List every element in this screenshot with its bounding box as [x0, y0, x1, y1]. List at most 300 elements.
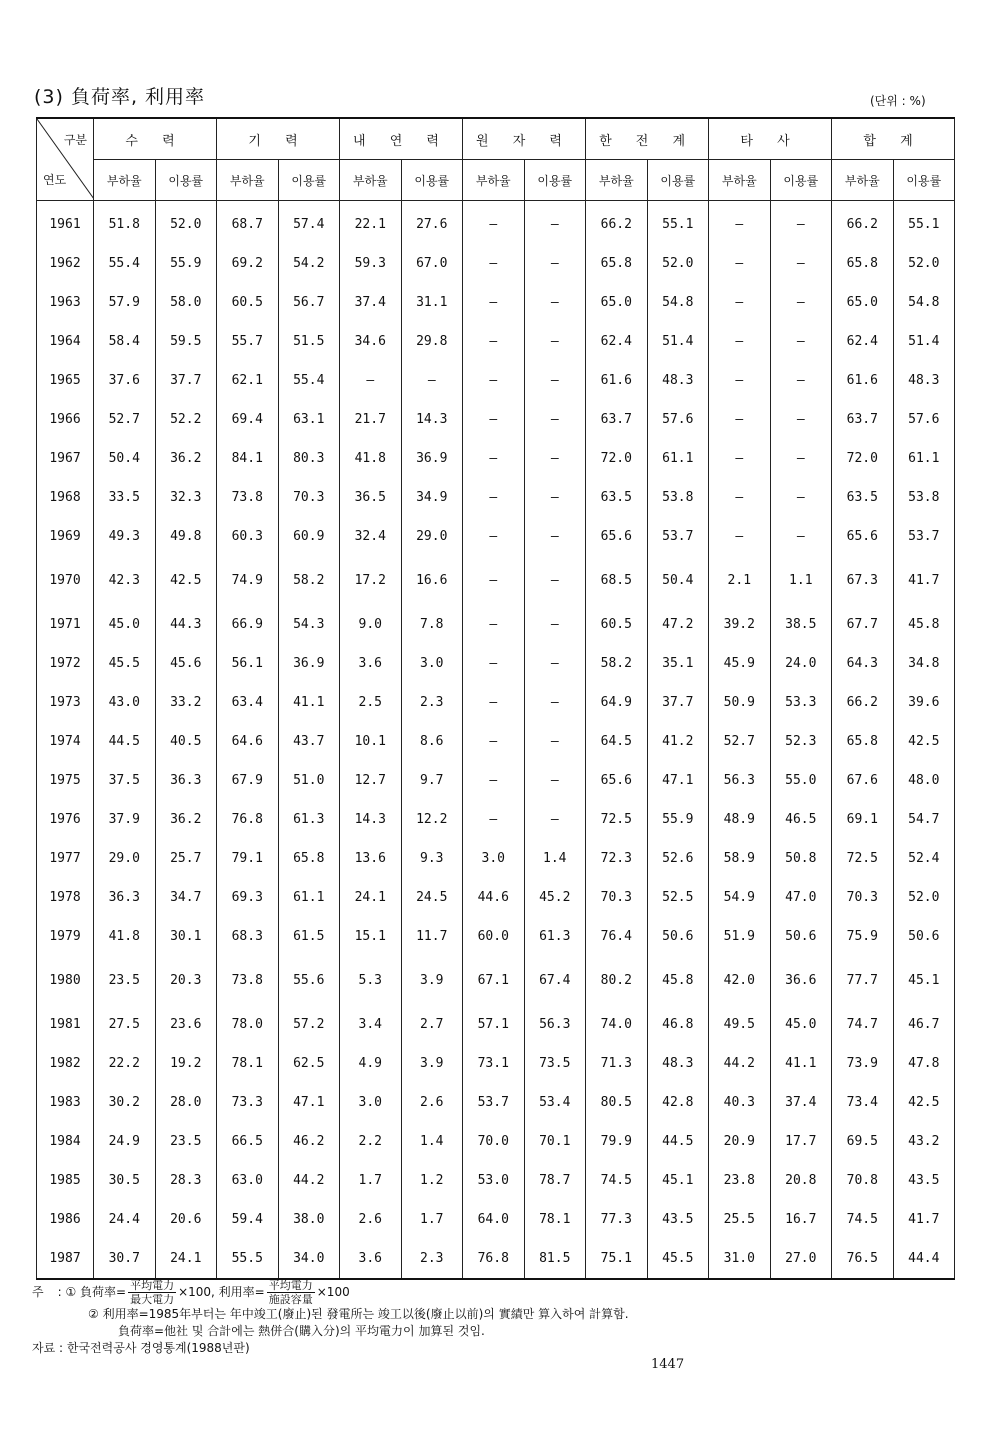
value-cell: 70.3 [832, 878, 894, 917]
value-cell: 51.4 [647, 322, 709, 361]
value-cell: 22.2 [94, 1044, 156, 1083]
value-cell: 24.9 [94, 1122, 156, 1161]
value-cell: 3.9 [401, 1044, 463, 1083]
fraction-denominator: 最大電力 [130, 1293, 175, 1306]
value-cell: 67.7 [832, 605, 894, 644]
value-cell: 41.7 [893, 556, 955, 605]
value-cell: 62.1 [217, 361, 279, 400]
table-row [37, 1239, 955, 1279]
value-cell: 55.9 [647, 800, 709, 839]
table-row [37, 556, 955, 605]
year-cell: 1965 [37, 361, 94, 400]
year-cell: 1962 [37, 244, 94, 283]
value-cell: 48.3 [893, 361, 955, 400]
value-cell: 65.6 [586, 517, 648, 556]
value-cell: 45.0 [770, 1005, 832, 1044]
value-cell: — [770, 322, 832, 361]
value-cell: — [463, 400, 525, 439]
table-row [37, 283, 955, 322]
value-cell: 52.6 [647, 839, 709, 878]
subheader-load-rate: 부하율 [709, 160, 771, 201]
value-cell: 60.3 [217, 517, 279, 556]
value-cell: 66.2 [832, 201, 894, 245]
value-cell: — [524, 201, 586, 245]
value-cell: 61.1 [278, 878, 340, 917]
value-cell: 50.8 [770, 839, 832, 878]
value-cell: 77.3 [586, 1200, 648, 1239]
year-cell: 1969 [37, 517, 94, 556]
value-cell: 4.9 [340, 1044, 402, 1083]
value-cell: 70.3 [586, 878, 648, 917]
value-cell: 57.1 [463, 1005, 525, 1044]
value-cell: 1.4 [524, 839, 586, 878]
value-cell: 72.0 [832, 439, 894, 478]
table-row [37, 878, 955, 917]
value-cell: 55.9 [155, 244, 217, 283]
value-cell: 32.3 [155, 478, 217, 517]
value-cell: 52.3 [770, 722, 832, 761]
value-cell: 61.6 [832, 361, 894, 400]
value-cell: 61.1 [893, 439, 955, 478]
value-cell: 1.4 [401, 1122, 463, 1161]
value-cell: 34.8 [893, 644, 955, 683]
value-cell: 63.5 [832, 478, 894, 517]
value-cell: 55.0 [770, 761, 832, 800]
value-cell: 66.9 [217, 605, 279, 644]
value-cell: 49.3 [94, 517, 156, 556]
value-cell: — [524, 556, 586, 605]
value-cell: 48.0 [893, 761, 955, 800]
value-cell: 36.5 [340, 478, 402, 517]
value-cell: 37.4 [340, 283, 402, 322]
value-cell: 42.0 [709, 956, 771, 1005]
value-cell: 68.5 [586, 556, 648, 605]
value-cell: 14.3 [340, 800, 402, 839]
value-cell: — [463, 644, 525, 683]
value-cell: 48.3 [647, 1044, 709, 1083]
value-cell: 50.4 [94, 439, 156, 478]
value-cell: 57.6 [647, 400, 709, 439]
value-cell: 31.0 [709, 1239, 771, 1279]
value-cell: 36.2 [155, 439, 217, 478]
value-cell: 47.8 [893, 1044, 955, 1083]
value-cell: 64.6 [217, 722, 279, 761]
value-cell: — [770, 283, 832, 322]
value-cell: — [709, 283, 771, 322]
value-cell: 72.3 [586, 839, 648, 878]
value-cell: — [770, 400, 832, 439]
value-cell: 46.8 [647, 1005, 709, 1044]
table-row [37, 361, 955, 400]
value-cell: 55.5 [217, 1239, 279, 1279]
value-cell: 76.8 [463, 1239, 525, 1279]
value-cell: 2.6 [340, 1200, 402, 1239]
value-cell: 12.2 [401, 800, 463, 839]
value-cell: 52.0 [893, 244, 955, 283]
year-cell: 1974 [37, 722, 94, 761]
year-cell: 1967 [37, 439, 94, 478]
value-cell: 23.6 [155, 1005, 217, 1044]
value-cell: — [524, 800, 586, 839]
value-cell: 43.5 [893, 1161, 955, 1200]
value-cell: 73.1 [463, 1044, 525, 1083]
value-cell: 37.9 [94, 800, 156, 839]
value-cell: 24.1 [340, 878, 402, 917]
value-cell: 27.6 [401, 201, 463, 245]
value-cell: 54.7 [893, 800, 955, 839]
value-cell: 62.5 [278, 1044, 340, 1083]
value-cell: 57.2 [278, 1005, 340, 1044]
value-cell: 49.8 [155, 517, 217, 556]
value-cell: 74.5 [586, 1161, 648, 1200]
value-cell: 58.0 [155, 283, 217, 322]
value-cell: 73.9 [832, 1044, 894, 1083]
value-cell: 3.4 [340, 1005, 402, 1044]
value-cell: 44.2 [709, 1044, 771, 1083]
value-cell: 45.2 [524, 878, 586, 917]
value-cell: 27.5 [94, 1005, 156, 1044]
value-cell: 66.2 [832, 683, 894, 722]
value-cell: 34.0 [278, 1239, 340, 1279]
value-cell: 70.8 [832, 1161, 894, 1200]
value-cell: 35.1 [647, 644, 709, 683]
value-cell: 9.7 [401, 761, 463, 800]
value-cell: 53.0 [463, 1161, 525, 1200]
value-cell: 2.3 [401, 1239, 463, 1279]
value-cell: 31.1 [401, 283, 463, 322]
value-cell: 34.7 [155, 878, 217, 917]
value-cell: 63.4 [217, 683, 279, 722]
table-title: (3) 負荷率, 利用率 [34, 86, 206, 108]
value-cell: 23.8 [709, 1161, 771, 1200]
value-cell: 71.3 [586, 1044, 648, 1083]
value-cell: 72.5 [586, 800, 648, 839]
value-cell: 76.5 [832, 1239, 894, 1279]
value-cell: 65.0 [832, 283, 894, 322]
value-cell: 69.5 [832, 1122, 894, 1161]
value-cell: 45.0 [94, 605, 156, 644]
value-cell: 61.3 [524, 917, 586, 956]
value-cell: 76.8 [217, 800, 279, 839]
value-cell: 37.4 [770, 1083, 832, 1122]
subheader-utilization-rate: 이용률 [155, 160, 217, 201]
corner-cell [37, 118, 94, 201]
value-cell: 23.5 [94, 956, 156, 1005]
value-cell: — [463, 322, 525, 361]
value-cell: 53.4 [524, 1083, 586, 1122]
value-cell: 20.3 [155, 956, 217, 1005]
value-cell: 28.0 [155, 1083, 217, 1122]
value-cell: 46.7 [893, 1005, 955, 1044]
year-cell: 1966 [37, 400, 94, 439]
value-cell: 73.5 [524, 1044, 586, 1083]
value-cell: 44.4 [893, 1239, 955, 1279]
value-cell: 41.7 [893, 1200, 955, 1239]
value-cell: 60.9 [278, 517, 340, 556]
value-cell: 20.6 [155, 1200, 217, 1239]
value-cell: 34.6 [340, 322, 402, 361]
value-cell: 41.8 [94, 917, 156, 956]
value-cell: 29.0 [401, 517, 463, 556]
value-cell: 67.0 [401, 244, 463, 283]
value-cell: 50.6 [893, 917, 955, 956]
value-cell: 12.7 [340, 761, 402, 800]
value-cell: 70.0 [463, 1122, 525, 1161]
value-cell: 58.2 [278, 556, 340, 605]
value-cell: 56.7 [278, 283, 340, 322]
value-cell: 45.5 [94, 644, 156, 683]
value-cell: — [524, 361, 586, 400]
value-cell: 72.5 [832, 839, 894, 878]
group-header-grand-total: 합 계 [832, 118, 955, 160]
note-1-middle: ×100, 利用率= [178, 1285, 265, 1299]
value-cell: 51.5 [278, 322, 340, 361]
value-cell: 47.1 [278, 1083, 340, 1122]
value-cell: — [524, 244, 586, 283]
value-cell: 63.5 [586, 478, 648, 517]
value-cell: 57.4 [278, 201, 340, 245]
value-cell: 69.3 [217, 878, 279, 917]
value-cell: 41.1 [278, 683, 340, 722]
value-cell: 38.0 [278, 1200, 340, 1239]
value-cell: — [709, 201, 771, 245]
table-body [37, 201, 955, 1280]
value-cell: 42.5 [893, 722, 955, 761]
value-cell: 55.1 [893, 201, 955, 245]
source-note: 자료 : 한국전력공사 경영통계(1988년판) [32, 1341, 250, 1355]
value-cell: 59.3 [340, 244, 402, 283]
value-cell: 62.4 [832, 322, 894, 361]
value-cell: 50.9 [709, 683, 771, 722]
value-cell: — [709, 244, 771, 283]
value-cell: 66.5 [217, 1122, 279, 1161]
value-cell: 14.3 [401, 400, 463, 439]
value-cell: 67.3 [832, 556, 894, 605]
value-cell: 65.8 [278, 839, 340, 878]
value-cell: 47.1 [647, 761, 709, 800]
year-cell: 1987 [37, 1239, 94, 1279]
value-cell: 20.9 [709, 1122, 771, 1161]
value-cell: 56.1 [217, 644, 279, 683]
value-cell: 52.4 [893, 839, 955, 878]
value-cell: 41.2 [647, 722, 709, 761]
value-cell: 24.5 [401, 878, 463, 917]
value-cell: 2.7 [401, 1005, 463, 1044]
value-cell: 2.6 [401, 1083, 463, 1122]
value-cell: 30.2 [94, 1083, 156, 1122]
value-cell: 64.0 [463, 1200, 525, 1239]
value-cell: — [770, 478, 832, 517]
value-cell: 30.1 [155, 917, 217, 956]
value-cell: 79.9 [586, 1122, 648, 1161]
value-cell: 69.4 [217, 400, 279, 439]
value-cell: 3.9 [401, 956, 463, 1005]
year-cell: 1982 [37, 1044, 94, 1083]
value-cell: 13.6 [340, 839, 402, 878]
value-cell: 57.6 [893, 400, 955, 439]
value-cell: 3.6 [340, 1239, 402, 1279]
value-cell: 55.4 [94, 244, 156, 283]
value-cell: 61.3 [278, 800, 340, 839]
value-cell: 53.7 [647, 517, 709, 556]
year-cell: 1986 [37, 1200, 94, 1239]
value-cell: 74.0 [586, 1005, 648, 1044]
value-cell: — [463, 439, 525, 478]
value-cell: 52.0 [155, 201, 217, 245]
value-cell: 49.5 [709, 1005, 771, 1044]
value-cell: 43.7 [278, 722, 340, 761]
value-cell: — [524, 605, 586, 644]
value-cell: — [524, 439, 586, 478]
value-cell: 54.9 [709, 878, 771, 917]
value-cell: 60.5 [217, 283, 279, 322]
year-cell: 1963 [37, 283, 94, 322]
value-cell: 50.6 [770, 917, 832, 956]
value-cell: 3.0 [463, 839, 525, 878]
value-cell: — [709, 361, 771, 400]
value-cell: 48.3 [647, 361, 709, 400]
year-cell: 1975 [37, 761, 94, 800]
value-cell: 73.8 [217, 478, 279, 517]
table-row [37, 800, 955, 839]
value-cell: 41.1 [770, 1044, 832, 1083]
value-cell: 45.5 [647, 1239, 709, 1279]
value-cell: 36.9 [401, 439, 463, 478]
value-cell: — [524, 400, 586, 439]
value-cell: 63.7 [832, 400, 894, 439]
subheader-utilization-rate: 이용률 [647, 160, 709, 201]
value-cell: — [463, 761, 525, 800]
value-cell: 78.1 [217, 1044, 279, 1083]
value-cell: 63.0 [217, 1161, 279, 1200]
value-cell: 64.9 [586, 683, 648, 722]
value-cell: 25.5 [709, 1200, 771, 1239]
value-cell: 50.4 [647, 556, 709, 605]
table-row [37, 1005, 955, 1044]
value-cell: — [709, 478, 771, 517]
value-cell: 47.2 [647, 605, 709, 644]
value-cell: 55.4 [278, 361, 340, 400]
year-cell: 1976 [37, 800, 94, 839]
value-cell: 44.3 [155, 605, 217, 644]
value-cell: — [463, 800, 525, 839]
table-row [37, 605, 955, 644]
value-cell: 9.0 [340, 605, 402, 644]
value-cell: 28.3 [155, 1161, 217, 1200]
value-cell: — [770, 201, 832, 245]
value-cell: — [524, 517, 586, 556]
value-cell: — [524, 283, 586, 322]
table-row [37, 478, 955, 517]
year-cell: 1979 [37, 917, 94, 956]
value-cell: 1.7 [401, 1200, 463, 1239]
value-cell: 58.2 [586, 644, 648, 683]
table-row [37, 1044, 955, 1083]
value-cell: 44.6 [463, 878, 525, 917]
value-cell: 55.6 [278, 956, 340, 1005]
note-3: 負荷率=他社 및 合計에는 熱併合(購入分)의 平均電力이 加算된 것임. [118, 1324, 485, 1338]
table-row [37, 439, 955, 478]
subheader-load-rate: 부하율 [94, 160, 156, 201]
value-cell: 65.0 [586, 283, 648, 322]
value-cell: 27.0 [770, 1239, 832, 1279]
value-cell: 42.5 [155, 556, 217, 605]
value-cell: — [463, 478, 525, 517]
value-cell: 51.8 [94, 201, 156, 245]
value-cell: 60.5 [586, 605, 648, 644]
year-cell: 1961 [37, 201, 94, 245]
value-cell: 65.8 [832, 722, 894, 761]
value-cell: 43.2 [893, 1122, 955, 1161]
value-cell: 43.5 [647, 1200, 709, 1239]
fraction-numerator: 平均電力 [268, 1279, 313, 1292]
value-cell: — [709, 517, 771, 556]
value-cell: 58.4 [94, 322, 156, 361]
value-cell: — [463, 605, 525, 644]
value-cell: 33.5 [94, 478, 156, 517]
value-cell: — [709, 439, 771, 478]
value-cell: — [463, 244, 525, 283]
load-utilization-table [36, 117, 955, 1280]
value-cell: 37.6 [94, 361, 156, 400]
value-cell: 74.9 [217, 556, 279, 605]
value-cell: — [524, 722, 586, 761]
value-cell: 36.3 [155, 761, 217, 800]
value-cell: 11.7 [401, 917, 463, 956]
subheader-utilization-rate: 이용률 [893, 160, 955, 201]
value-cell: 36.6 [770, 956, 832, 1005]
value-cell: 59.4 [217, 1200, 279, 1239]
note-label: 주 [32, 1285, 44, 1299]
value-cell: 15.1 [340, 917, 402, 956]
value-cell: 64.3 [832, 644, 894, 683]
value-cell: 73.8 [217, 956, 279, 1005]
value-cell: 66.2 [586, 201, 648, 245]
value-cell: 42.3 [94, 556, 156, 605]
year-cell: 1970 [37, 556, 94, 605]
value-cell: — [463, 283, 525, 322]
value-cell: 54.2 [278, 244, 340, 283]
value-cell: 69.2 [217, 244, 279, 283]
value-cell: 37.5 [94, 761, 156, 800]
value-cell: 77.7 [832, 956, 894, 1005]
value-cell: 39.2 [709, 605, 771, 644]
table-row [37, 956, 955, 1005]
value-cell: 24.0 [770, 644, 832, 683]
fraction-denominator: 施設容量 [268, 1293, 313, 1306]
subheader-utilization-rate: 이용률 [770, 160, 832, 201]
value-cell: 58.9 [709, 839, 771, 878]
value-cell: 53.7 [463, 1083, 525, 1122]
group-header-kepco-total: 한 전 계 [586, 118, 709, 160]
value-cell: 53.8 [893, 478, 955, 517]
value-cell: 45.1 [893, 956, 955, 1005]
year-cell: 1983 [37, 1083, 94, 1122]
value-cell: 62.4 [586, 322, 648, 361]
value-cell: — [709, 322, 771, 361]
value-cell: 29.8 [401, 322, 463, 361]
value-cell: — [463, 517, 525, 556]
value-cell: 40.5 [155, 722, 217, 761]
value-cell: 52.7 [94, 400, 156, 439]
value-cell: 48.9 [709, 800, 771, 839]
table-row [37, 1161, 955, 1200]
value-cell: 76.4 [586, 917, 648, 956]
table-row [37, 761, 955, 800]
value-cell: 44.5 [647, 1122, 709, 1161]
subheader-load-rate: 부하율 [586, 160, 648, 201]
value-cell: 52.0 [647, 244, 709, 283]
